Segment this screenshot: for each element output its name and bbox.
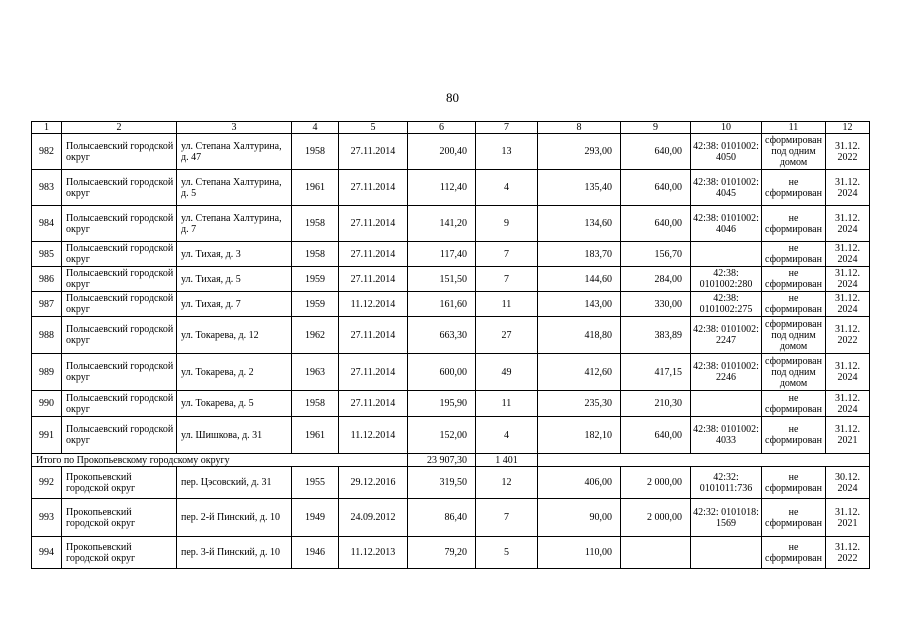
area-col-8-cell: 143,00 [538, 292, 621, 317]
area-cell: 319,50 [408, 467, 476, 499]
residents-cell: 7 [476, 267, 538, 292]
cadastral-number-cell: 42:38: 0101002: 4050 [691, 134, 762, 170]
table-header-row [32, 122, 870, 134]
residents-cell: 5 [476, 537, 538, 569]
address-cell: ул. Степана Халтурина, д. 7 [177, 206, 292, 242]
year-built-cell: 1958 [292, 391, 339, 417]
row-number-cell: 983 [32, 170, 62, 206]
total-row [32, 454, 870, 467]
area-col-8-cell: 135,40 [538, 170, 621, 206]
date-recognized-cell: 11.12.2013 [339, 537, 408, 569]
municipality-cell: Полысаевский городской округ [62, 354, 177, 391]
area-col-9-cell: 383,89 [621, 317, 691, 354]
address-cell: ул. Токарева, д. 12 [177, 317, 292, 354]
address-cell: ул. Тихая, д. 5 [177, 267, 292, 292]
planned-date-cell: 31.12. 2024 [826, 292, 870, 317]
column-header: 10 [691, 122, 762, 134]
area-col-8-cell: 110,00 [538, 537, 621, 569]
cadastral-number-cell: 42:38: 0101002: 4046 [691, 206, 762, 242]
area-cell: 141,20 [408, 206, 476, 242]
column-header: 8 [538, 122, 621, 134]
column-header: 5 [339, 122, 408, 134]
address-cell: пер. 2-й Пинский, д. 10 [177, 499, 292, 537]
column-header: 6 [408, 122, 476, 134]
municipality-cell: Полысаевский городской округ [62, 292, 177, 317]
planned-date-cell: 31.12. 2024 [826, 170, 870, 206]
planned-date-cell: 30.12. 2024 [826, 467, 870, 499]
cadastral-number-cell [691, 537, 762, 569]
date-recognized-cell: 27.11.2014 [339, 134, 408, 170]
residents-cell: 4 [476, 417, 538, 454]
table-row [32, 206, 870, 242]
municipality-cell: Прокопьевский городской округ [62, 467, 177, 499]
address-cell: ул. Токарева, д. 2 [177, 354, 292, 391]
date-recognized-cell: 27.11.2014 [339, 354, 408, 391]
column-header: 12 [826, 122, 870, 134]
year-built-cell: 1958 [292, 134, 339, 170]
land-status-cell: сформирован под одним домом [762, 317, 826, 354]
land-status-cell: не сформирован [762, 391, 826, 417]
column-header: 11 [762, 122, 826, 134]
area-cell: 161,60 [408, 292, 476, 317]
municipality-cell: Полысаевский городской округ [62, 317, 177, 354]
area-cell: 600,00 [408, 354, 476, 391]
area-col-8-cell: 182,10 [538, 417, 621, 454]
cadastral-number-cell: 42:38: 0101002:280 [691, 267, 762, 292]
land-status-cell: не сформирован [762, 242, 826, 267]
column-header: 3 [177, 122, 292, 134]
land-status-cell: не сформирован [762, 170, 826, 206]
area-cell: 79,20 [408, 537, 476, 569]
municipality-cell: Полысаевский городской округ [62, 267, 177, 292]
area-col-8-cell: 293,00 [538, 134, 621, 170]
table-row [32, 170, 870, 206]
total-residents: 1 401 [476, 454, 538, 467]
year-built-cell: 1963 [292, 354, 339, 391]
column-header: 4 [292, 122, 339, 134]
row-number-cell: 985 [32, 242, 62, 267]
housing-registry-table [31, 121, 870, 569]
row-number-cell: 992 [32, 467, 62, 499]
address-cell: пер. 3-й Пинский, д. 10 [177, 537, 292, 569]
area-cell: 112,40 [408, 170, 476, 206]
row-number-cell: 982 [32, 134, 62, 170]
area-cell: 200,40 [408, 134, 476, 170]
table-row [32, 292, 870, 317]
date-recognized-cell: 29.12.2016 [339, 467, 408, 499]
address-cell: ул. Тихая, д. 3 [177, 242, 292, 267]
area-cell: 152,00 [408, 417, 476, 454]
land-status-cell: не сформирован [762, 417, 826, 454]
address-cell: ул. Степана Халтурина, д. 5 [177, 170, 292, 206]
residents-cell: 49 [476, 354, 538, 391]
area-col-8-cell: 412,60 [538, 354, 621, 391]
municipality-cell: Прокопьевский городской округ [62, 499, 177, 537]
date-recognized-cell: 11.12.2014 [339, 292, 408, 317]
planned-date-cell: 31.12. 2024 [826, 267, 870, 292]
date-recognized-cell: 27.11.2014 [339, 391, 408, 417]
planned-date-cell: 31.12. 2021 [826, 499, 870, 537]
land-status-cell: сформирован под одним домом [762, 134, 826, 170]
cadastral-number-cell: 42:38: 0101002: 4033 [691, 417, 762, 454]
planned-date-cell: 31.12. 2024 [826, 206, 870, 242]
area-cell: 663,30 [408, 317, 476, 354]
area-cell: 117,40 [408, 242, 476, 267]
cadastral-number-cell: 42:32: 0101011:736 [691, 467, 762, 499]
residents-cell: 11 [476, 391, 538, 417]
area-col-8-cell: 90,00 [538, 499, 621, 537]
area-cell: 86,40 [408, 499, 476, 537]
date-recognized-cell: 27.11.2014 [339, 206, 408, 242]
address-cell: ул. Степана Халтурина, д. 47 [177, 134, 292, 170]
table-row [32, 134, 870, 170]
area-col-9-cell: 640,00 [621, 170, 691, 206]
table-row [32, 267, 870, 292]
row-number-cell: 993 [32, 499, 62, 537]
address-cell: ул. Токарева, д. 5 [177, 391, 292, 417]
table-row [32, 391, 870, 417]
year-built-cell: 1958 [292, 242, 339, 267]
page-number: 80 [446, 90, 459, 105]
residents-cell: 7 [476, 242, 538, 267]
planned-date-cell: 31.12. 2022 [826, 537, 870, 569]
date-recognized-cell: 27.11.2014 [339, 267, 408, 292]
residents-cell: 7 [476, 499, 538, 537]
area-col-8-cell: 144,60 [538, 267, 621, 292]
address-cell: пер. Цэсовский, д. 31 [177, 467, 292, 499]
address-cell: ул. Шишкова, д. 31 [177, 417, 292, 454]
land-status-cell: не сформирован [762, 292, 826, 317]
table-row [32, 354, 870, 391]
total-label: Итого по Прокопьевскому городскому округу [32, 454, 408, 467]
area-col-9-cell: 210,30 [621, 391, 691, 417]
area-col-8-cell: 235,30 [538, 391, 621, 417]
municipality-cell: Полысаевский городской округ [62, 170, 177, 206]
date-recognized-cell: 27.11.2014 [339, 170, 408, 206]
cadastral-number-cell: 42:38: 0101002: 4045 [691, 170, 762, 206]
planned-date-cell: 31.12. 2021 [826, 417, 870, 454]
table-row [32, 317, 870, 354]
land-status-cell: не сформирован [762, 537, 826, 569]
residents-cell: 9 [476, 206, 538, 242]
cadastral-number-cell [691, 242, 762, 267]
cadastral-number-cell: 42:32: 0101018: 1569 [691, 499, 762, 537]
year-built-cell: 1959 [292, 267, 339, 292]
area-col-8-cell: 418,80 [538, 317, 621, 354]
municipality-cell: Полысаевский городской округ [62, 134, 177, 170]
row-number-cell: 987 [32, 292, 62, 317]
row-number-cell: 994 [32, 537, 62, 569]
column-header: 9 [621, 122, 691, 134]
area-col-9-cell: 330,00 [621, 292, 691, 317]
planned-date-cell: 31.12. 2022 [826, 134, 870, 170]
area-col-9-cell: 640,00 [621, 417, 691, 454]
row-number-cell: 986 [32, 267, 62, 292]
cadastral-number-cell: 42:38: 0101002: 2246 [691, 354, 762, 391]
residents-cell: 13 [476, 134, 538, 170]
table-row [32, 417, 870, 454]
table-row [32, 499, 870, 537]
year-built-cell: 1961 [292, 417, 339, 454]
area-col-9-cell: 640,00 [621, 206, 691, 242]
planned-date-cell: 31.12. 2024 [826, 242, 870, 267]
cadastral-number-cell: 42:38: 0101002: 2247 [691, 317, 762, 354]
date-recognized-cell: 27.11.2014 [339, 317, 408, 354]
area-col-9-cell [621, 537, 691, 569]
municipality-cell: Прокопьевский городской округ [62, 537, 177, 569]
area-cell: 195,90 [408, 391, 476, 417]
column-header: 2 [62, 122, 177, 134]
residents-cell: 11 [476, 292, 538, 317]
residents-cell: 12 [476, 467, 538, 499]
land-status-cell: сформирован под одним домом [762, 354, 826, 391]
municipality-cell: Полысаевский городской округ [62, 242, 177, 267]
row-number-cell: 989 [32, 354, 62, 391]
land-status-cell: не сформирован [762, 499, 826, 537]
area-col-9-cell: 2 000,00 [621, 467, 691, 499]
area-col-9-cell: 156,70 [621, 242, 691, 267]
table-row [32, 537, 870, 569]
table-row [32, 467, 870, 499]
residents-cell: 4 [476, 170, 538, 206]
area-col-8-cell: 183,70 [538, 242, 621, 267]
year-built-cell: 1961 [292, 170, 339, 206]
date-recognized-cell: 24.09.2012 [339, 499, 408, 537]
area-col-8-cell: 406,00 [538, 467, 621, 499]
area-col-9-cell: 2 000,00 [621, 499, 691, 537]
year-built-cell: 1959 [292, 292, 339, 317]
land-status-cell: не сформирован [762, 267, 826, 292]
cadastral-number-cell [691, 391, 762, 417]
area-cell: 151,50 [408, 267, 476, 292]
area-col-9-cell: 284,00 [621, 267, 691, 292]
row-number-cell: 990 [32, 391, 62, 417]
land-status-cell: не сформирован [762, 206, 826, 242]
year-built-cell: 1962 [292, 317, 339, 354]
column-header: 1 [32, 122, 62, 134]
area-col-9-cell: 417,15 [621, 354, 691, 391]
year-built-cell: 1958 [292, 206, 339, 242]
municipality-cell: Полысаевский городской округ [62, 206, 177, 242]
land-status-cell: не сформирован [762, 467, 826, 499]
municipality-cell: Полысаевский городской округ [62, 391, 177, 417]
planned-date-cell: 31.12. 2022 [826, 317, 870, 354]
row-number-cell: 988 [32, 317, 62, 354]
total-empty-cells [538, 454, 870, 467]
row-number-cell: 984 [32, 206, 62, 242]
planned-date-cell: 31.12. 2024 [826, 354, 870, 391]
table-row [32, 242, 870, 267]
year-built-cell: 1949 [292, 499, 339, 537]
municipality-cell: Полысаевский городской округ [62, 417, 177, 454]
area-col-9-cell: 640,00 [621, 134, 691, 170]
cadastral-number-cell: 42:38: 0101002:275 [691, 292, 762, 317]
date-recognized-cell: 11.12.2014 [339, 417, 408, 454]
row-number-cell: 991 [32, 417, 62, 454]
area-col-8-cell: 134,60 [538, 206, 621, 242]
planned-date-cell: 31.12. 2024 [826, 391, 870, 417]
address-cell: ул. Тихая, д. 7 [177, 292, 292, 317]
year-built-cell: 1955 [292, 467, 339, 499]
year-built-cell: 1946 [292, 537, 339, 569]
date-recognized-cell: 27.11.2014 [339, 242, 408, 267]
residents-cell: 27 [476, 317, 538, 354]
column-header: 7 [476, 122, 538, 134]
total-area: 23 907,30 [408, 454, 476, 467]
